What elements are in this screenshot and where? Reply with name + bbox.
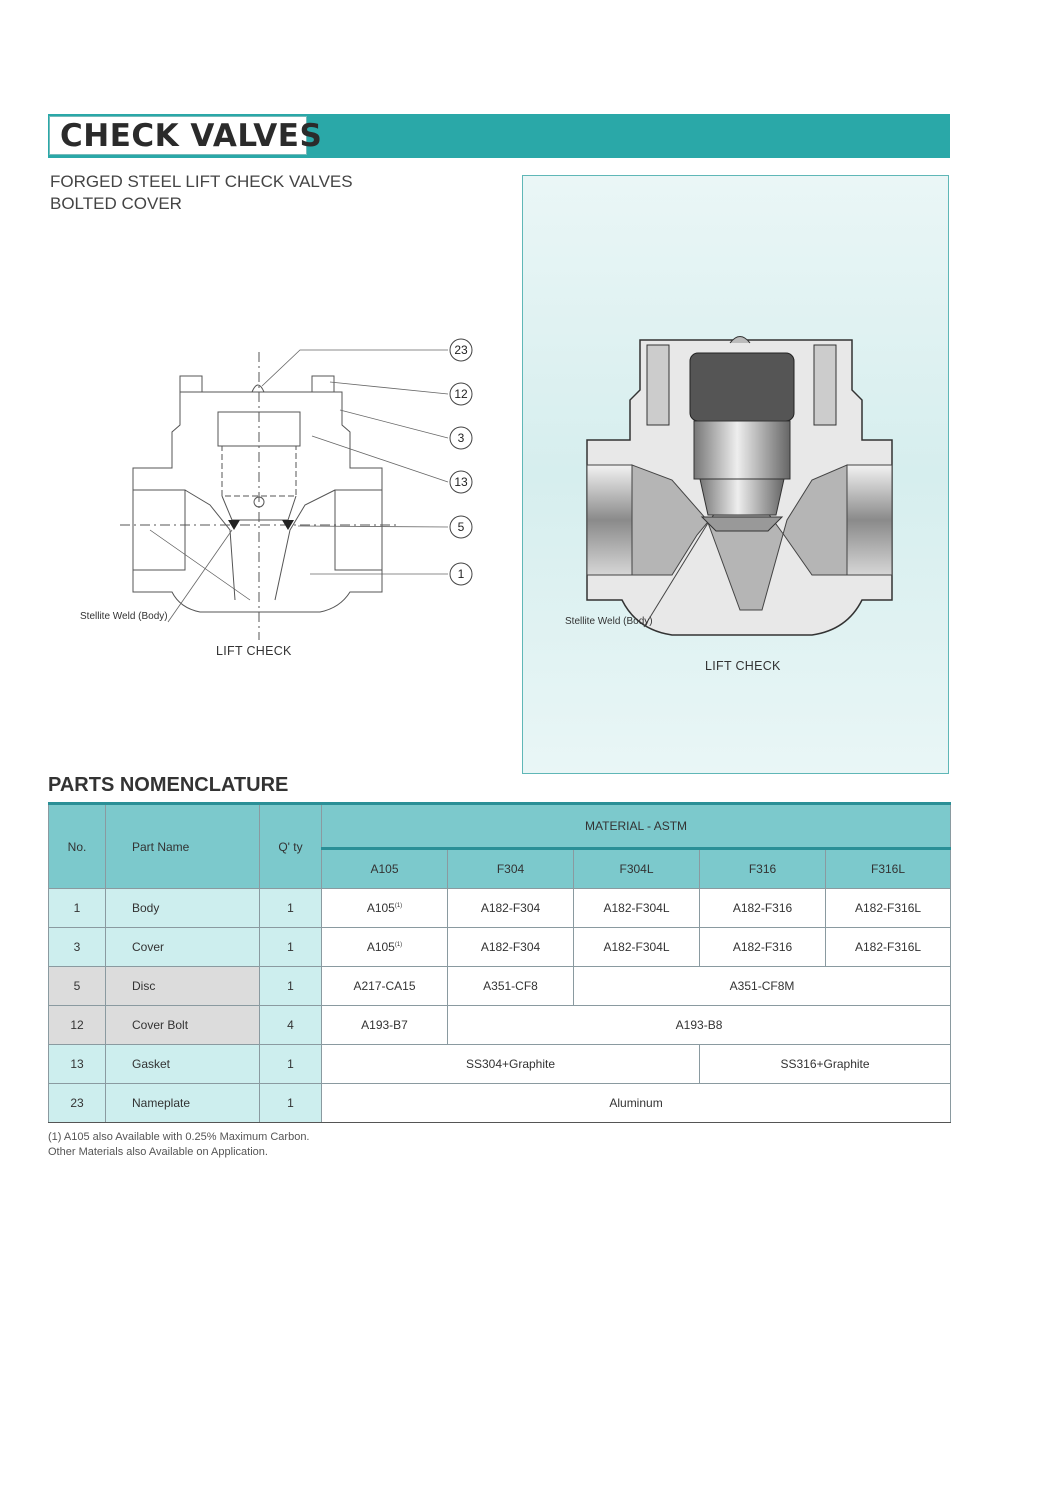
- table-row: [49, 889, 951, 928]
- table-row: [49, 1045, 951, 1084]
- callout-3: 3: [457, 431, 465, 445]
- row-qty: 1: [260, 1084, 322, 1123]
- row-qty: 1: [260, 889, 322, 928]
- row-no: 1: [49, 889, 106, 928]
- callout-13: 13: [454, 475, 468, 489]
- row-no: 3: [49, 928, 106, 967]
- row-qty: 1: [260, 1045, 322, 1084]
- row-part-name: Gasket: [106, 1045, 260, 1084]
- header-qty: Q' ty: [260, 804, 322, 889]
- callout-5: 5: [457, 520, 465, 534]
- row-part-name: Body: [106, 889, 260, 928]
- row-part-name: Cover Bolt: [106, 1006, 260, 1045]
- row-no: 5: [49, 967, 106, 1006]
- header-part-name: Part Name: [106, 804, 260, 889]
- row-cell: A182-F316: [700, 928, 826, 967]
- row-cell: A182-F316L: [826, 928, 951, 967]
- weld-label-illustration: Stellite Weld (Body): [565, 616, 653, 627]
- row-cell: A193-B8: [448, 1006, 951, 1045]
- row-no: 12: [49, 1006, 106, 1045]
- row-part-name: Cover: [106, 928, 260, 967]
- row-cell: A217-CA15: [322, 967, 448, 1006]
- row-no: 23: [49, 1084, 106, 1123]
- row-qty: 1: [260, 967, 322, 1006]
- callout-12: 12: [454, 387, 468, 401]
- subtitle-line-2: BOLTED COVER: [50, 194, 182, 213]
- footnote-1: (1) A105 also Available with 0.25% Maximum Carbon.: [48, 1131, 310, 1143]
- row-cell: A182-F304: [448, 889, 574, 928]
- row-cell: SS304+Graphite: [322, 1045, 700, 1084]
- row-cell: A105$^{(1)}$: [322, 928, 448, 967]
- parts-table: [48, 802, 951, 1123]
- row-cell: A182-F304L: [574, 928, 700, 967]
- grade-f316l: F316L: [826, 849, 951, 889]
- illustration-caption: LIFT CHECK: [705, 659, 781, 673]
- row-cell: SS316+Graphite: [700, 1045, 951, 1084]
- table-row: [49, 928, 951, 967]
- callout-1: 1: [457, 567, 465, 581]
- grade-f304: F304: [448, 849, 574, 889]
- page-title: CHECK VALVES: [60, 118, 323, 154]
- grade-f304l: F304L: [574, 849, 700, 889]
- row-cell: A182-F316: [700, 889, 826, 928]
- grade-a105: A105: [322, 849, 448, 889]
- callout-23: 23: [454, 343, 468, 357]
- row-cell: A182-F304: [448, 928, 574, 967]
- header-material: MATERIAL - ASTM: [322, 804, 951, 849]
- drawing-caption: LIFT CHECK: [216, 644, 292, 658]
- row-cell: A105$^{(1)}$: [322, 889, 448, 928]
- table-row: [49, 967, 951, 1006]
- row-no: 13: [49, 1045, 106, 1084]
- row-cell: A351-CF8M: [574, 967, 951, 1006]
- lift-check-cutaway-illustration: [522, 175, 949, 774]
- header-no: No.: [49, 804, 106, 889]
- grade-f316: F316: [700, 849, 826, 889]
- row-cell: A193-B7: [322, 1006, 448, 1045]
- row-part-name: Nameplate: [106, 1084, 260, 1123]
- row-qty: 1: [260, 928, 322, 967]
- row-qty: 4: [260, 1006, 322, 1045]
- row-part-name: Disc: [106, 967, 260, 1006]
- table-row: [49, 1006, 951, 1045]
- row-cell: A351-CF8: [448, 967, 574, 1006]
- row-cell: Aluminum: [322, 1084, 951, 1123]
- row-cell: A182-F304L: [574, 889, 700, 928]
- weld-label-drawing: Stellite Weld (Body): [80, 611, 168, 622]
- row-cell: A182-F316L: [826, 889, 951, 928]
- parts-nomenclature-title: PARTS NOMENCLATURE: [48, 774, 289, 796]
- subtitle-line-1: FORGED STEEL LIFT CHECK VALVES: [50, 172, 353, 191]
- table-row: [49, 1084, 951, 1123]
- footnote-2: Other Materials also Available on Application.: [48, 1146, 268, 1158]
